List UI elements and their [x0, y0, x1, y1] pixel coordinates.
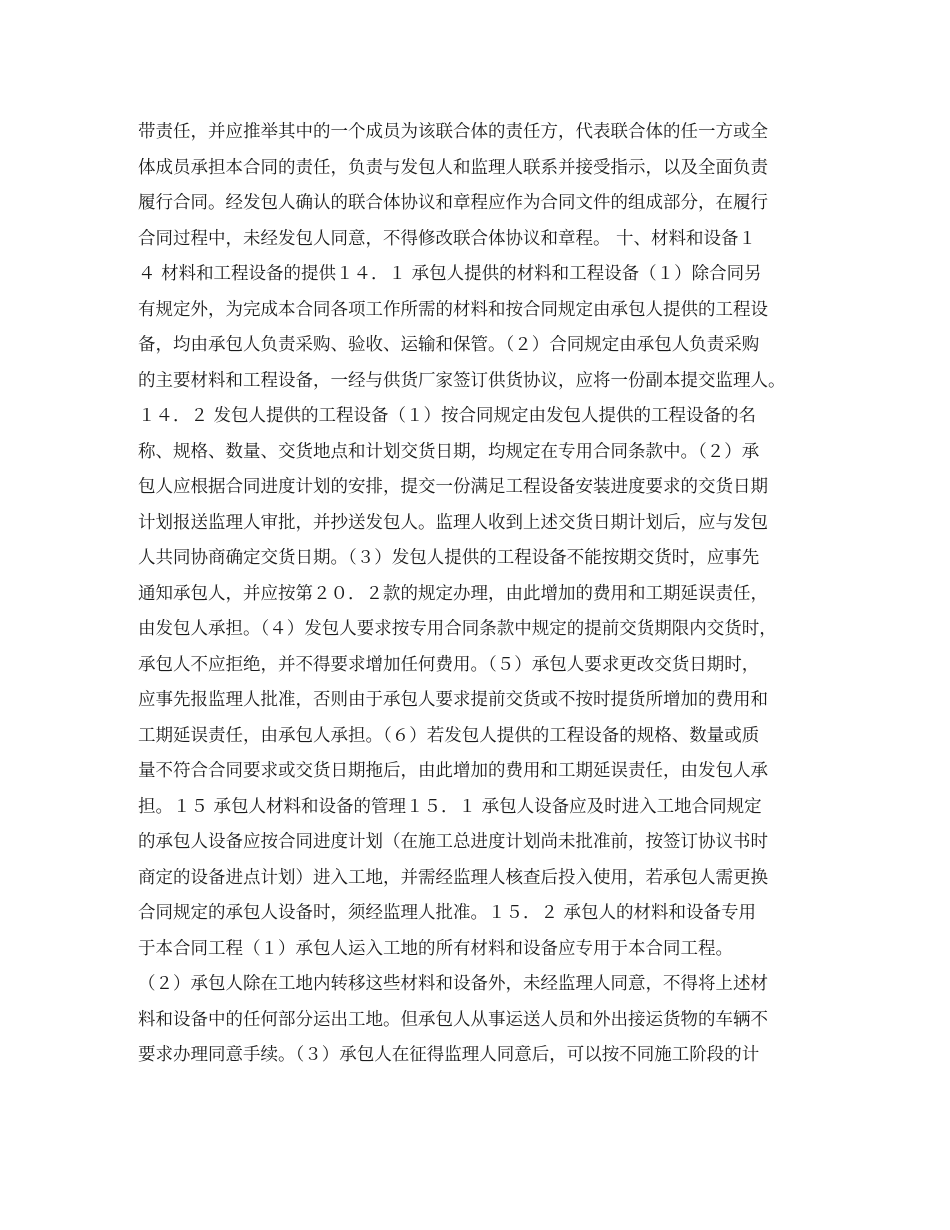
- text-line: 量不符合合同要求或交货日期拖后，由此增加的费用和工期延误责任，由发包人承: [138, 761, 768, 781]
- text-line: 合同规定的承包人设备时，须经监理人批准。１５．２ 承包人的材料和设备专用: [138, 903, 757, 923]
- text-line: 承包人不应拒绝，并不得要求增加任何费用。（５）承包人要求更改交货日期时，: [138, 654, 760, 675]
- text-line: 通知承包人，并应按第２０．２款的规定办理，由此增加的费用和工期延误责任，: [138, 583, 768, 604]
- text-line: 体成员承担本合同的责任，负责与发包人和监理人联系并接受指示，以及全面负责: [138, 157, 768, 178]
- text-line: ４ 材料和工程设备的提供１４．１ 承包人提供的材料和工程设备（１）除合同另: [138, 264, 762, 284]
- text-line: 料和设备中的任何部分运出工地。但承包人从事运送人员和外出接运货物的车辆不: [138, 1009, 768, 1030]
- text-line: 计划报送监理人审批，并抄送发包人。监理人收到上述交货日期计划后，应与发包: [138, 512, 768, 533]
- text-line: 人共同协商确定交货日期。（３）发包人提供的工程设备不能按期交货时，应事先: [138, 548, 760, 568]
- text-line: 于本合同工程（１）承包人运入工地的所有材料和设备应专用于本合同工程。: [138, 938, 733, 959]
- text-line: 由发包人承担。（４）发包人要求按专用合同条款中规定的提前交货期限内交货时，: [138, 619, 777, 639]
- text-line: 合同过程中，未经发包人同意，不得修改联合体协议和章程。 十、材料和设备１: [138, 228, 757, 249]
- text-line: 的承包人设备应按合同进度计划（在施工总进度计划尚未批准前，按签订协议书时: [138, 832, 768, 852]
- text-line: 履行合同。经发包人确认的联合体协议和章程应作为合同文件的组成部分，在履行: [138, 193, 768, 213]
- text-line: 包人应根据合同进度计划的安排，提交一份满足工程设备安装进度要求的交货日期: [138, 477, 768, 497]
- text-line: 的主要材料和工程设备，一经与供货厂家签订供货协议，应将一份副本提交监理人。: [138, 370, 786, 391]
- text-line: 要求办理同意手续。（３）承包人在征得监理人同意后，可以按不同施工阶段的计: [138, 1045, 760, 1065]
- text-line: 担。１５ 承包人材料和设备的管理１５．１ 承包人设备应及时进入工地合同规定: [138, 796, 762, 817]
- text-line: 备，均由承包人负责采购、验收、运输和保管。（２）合同规定由承包人负责采购: [138, 335, 760, 355]
- text-line: 称、规格、数量、交货地点和计划交货日期，均规定在专用合同条款中。（２）承: [138, 441, 760, 462]
- body-text: [138, 115, 828, 1074]
- text-line: １４．２ 发包人提供的工程设备（１）按合同规定由发包人提供的工程设备的名: [138, 406, 757, 426]
- text-line: 有规定外，为完成本合同各项工作所需的材料和按合同规定由承包人提供的工程设: [138, 299, 768, 320]
- text-line: 应事先报监理人批准，否则由于承包人要求提前交货或不按时提货所增加的费用和: [138, 690, 768, 710]
- text-line: （２）承包人除在工地内转移这些材料和设备外，未经监理人同意，不得将上述材: [138, 974, 768, 994]
- text-line: 带责任，并应推举其中的一个成员为该联合体的责任方，代表联合体的任一方或全: [138, 122, 768, 142]
- text-line: 工期延误责任，由承包人承担。（６）若发包人提供的工程设备的规格、数量或质: [138, 725, 760, 746]
- text-line: 商定的设备进点计划）进入工地，并需经监理人核查后投入使用，若承包人需更换: [138, 867, 768, 888]
